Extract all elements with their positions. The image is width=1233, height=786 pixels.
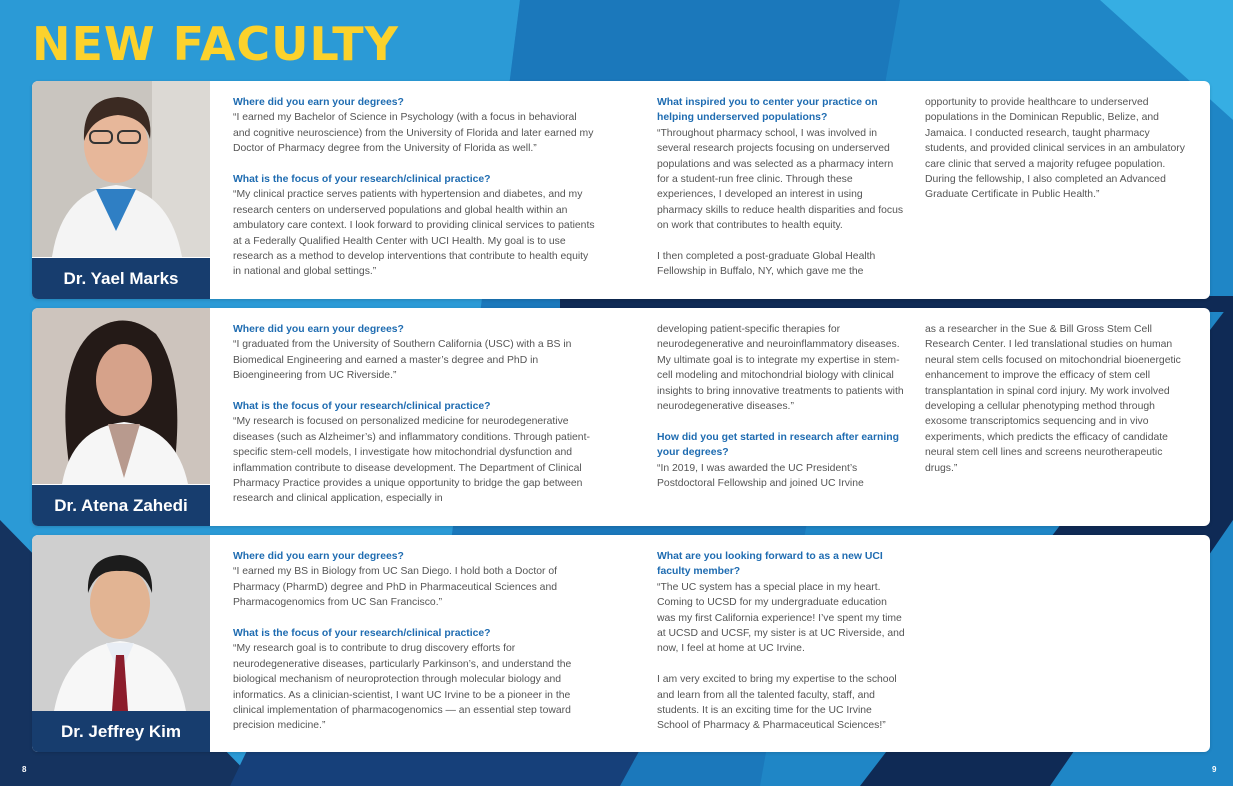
question: How did you get started in research after earning your degrees? [657, 431, 899, 459]
question: What are you looking forward to as a new UCI faculty member? [657, 551, 883, 578]
column-3 [925, 95, 1193, 203]
faculty-card-yael-marks [32, 81, 1210, 299]
column-1 [233, 95, 595, 280]
answer: “My research is focused on personalized medicine for neurodegenerative diseases (such as Alzheimer’s) and inflammatory conditions. Through patient-specific stem-cell models, I investigate how mitochondrial dysfunction and inflammation contribute to disease development. The Department of Clinical Pharmacy Practice provides a unique opportunity to bridge the gap between research and clinical application, especially in [233, 416, 590, 505]
column-1 [233, 322, 595, 507]
question: Where did you earn your degrees? [233, 551, 404, 562]
faculty-card-atena-zahedi [32, 308, 1210, 526]
question: Where did you earn your degrees? [233, 324, 404, 335]
faculty-card-jeffrey-kim [32, 535, 1210, 752]
answer: opportunity to provide healthcare to underserved populations in the Dominican Republic, Belize, and Jamaica. I conducted research, taught pharmacy students, and provided clinical services in an ambulatory care clinic that served a majority refugee population. During the fellowship, I also completed an Advanced Graduate Certificate in Public Health.” [925, 97, 1185, 201]
answer: “In 2019, I was awarded the UC President’s Postdoctoral Fellowship and joined UC Irvine [657, 462, 864, 490]
answer: “I earned my Bachelor of Science in Psychology (with a focus in behavioral and cognitive neuroscience) from the University of Florida and later earned my Doctor of Pharmacy degree from the University of Florida as well.” [233, 112, 594, 155]
portrait-image [32, 81, 210, 257]
faculty-name: Dr. Atena Zahedi [32, 485, 210, 526]
answer: “Throughout pharmacy school, I was involved in several research projects focusing on underserved populations and was selected as a pharmacy intern for a student-run free clinic. Through these experiences, I developed an interest in using pharmacy skills to reduce health disparities and focus on work that contributes to health equity. [657, 127, 904, 232]
portrait-image [32, 535, 210, 711]
answer: “The UC system has a special place in my heart. Coming to UCSD for my undergraduate education was my first California experience! I’ve spent my time at UCSD and UCSF, my sister is at UC Riverside, and now, I feel at home at UC Irvine. [657, 581, 905, 655]
answer: “I earned my BS in Biology from UC San Diego. I hold both a Doctor of Pharmacy (PharmD) degree and PhD in Pharmaceutical Sciences and Pharmacogenomics from UC San Francisco.” [233, 566, 557, 609]
column-2 [657, 549, 905, 734]
page-number-left: 8 [22, 765, 27, 774]
question: Where did you earn your degrees? [233, 97, 404, 108]
answer: developing patient-specific therapies for neurodegenerative and neuroinflammatory diseases. My ultimate goal is to integrate my expertise in stem-cell modeling and mitochondrial biology with clinical insights to bring innovative treatments to patients with neurodegenerative diseases.” [657, 324, 904, 413]
answer: I am very excited to bring my expertise to the school and learn from all the talented faculty, staff, and students. It is an exciting time for the UC Irvine School of Pharmacy & Pharmaceutical Sciences!” [657, 674, 897, 732]
faculty-name: Dr. Yael Marks [32, 258, 210, 299]
column-2 [657, 95, 905, 280]
question: What is the focus of your research/clinical practice? [233, 174, 491, 186]
question: What is the focus of your research/clinical practice? [233, 401, 491, 413]
column-2 [657, 322, 905, 491]
column-1 [233, 549, 595, 734]
question: What inspired you to center your practice on helping underserved populations? [657, 97, 878, 124]
answer: I then completed a post-graduate Global Health Fellowship in Buffalo, NY, which gave me the [657, 251, 876, 278]
answer: as a researcher in the Sue & Bill Gross Stem Cell Research Center. I led translational studies on human neural stem cells focused on mitochondrial bioenergetic enhancement to improve the efficacy of stem cell transplantation in spinal cord injury. My work involved developing a cellular phenotyping method through exosome transcriptomics sequencing and in vivo experiments, which predicts the efficacy of candidate neural stem cell lines and screens neurotherapeutic drugs.” [925, 324, 1181, 474]
portrait-image [32, 308, 210, 484]
question: What is the focus of your research/clinical practice? [233, 628, 491, 640]
answer: “My clinical practice serves patients with hypertension and diabetes, and my research centers on underserved populations and global health within an ambulatory care context. I look forward to providing clinical services to patients at a Federally Qualified Health Center with UCI Health. My goal is to use research as a method to develop interventions that contribute to health equity in national and global settings.” [233, 189, 595, 278]
page-title: NEW FACULTY [32, 17, 399, 71]
answer: “My research goal is to contribute to drug discovery efforts for neurodegenerative diseases, particularly Parkinson’s, and understand the biological mechanism of neuroprotection through molecular biology and informatics. As a clinician-scientist, I want UC Irvine to be a pioneer in the clinical implementation of pharmacogenomics — an essential step toward precision medicine.” [233, 643, 572, 732]
column-3 [925, 322, 1193, 476]
answer: “I graduated from the University of Southern California (USC) with a BS in Biomedical Engineering and earned a master’s degree and PhD in Bioengineering from UC Riverside.” [233, 339, 572, 382]
faculty-name: Dr. Jeffrey Kim [32, 711, 210, 752]
page-number-right: 9 [1212, 765, 1217, 774]
